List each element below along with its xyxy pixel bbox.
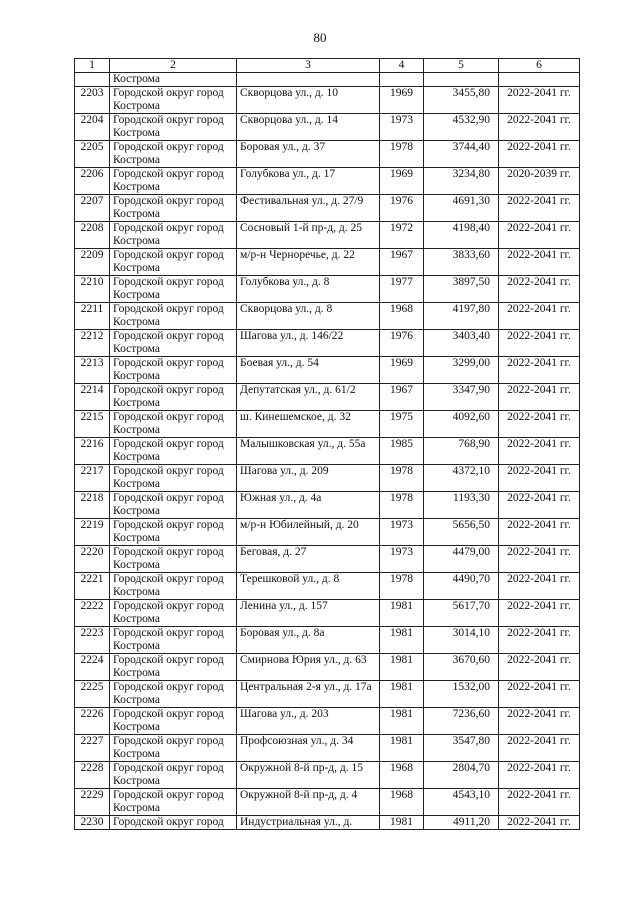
cell-area: 768,90 (424, 438, 499, 465)
cell-address: Боровая ул., д. 8а (237, 627, 380, 654)
cell-period: 2022-2041 гг. (499, 222, 580, 249)
district-line: Городской округ город (113, 465, 224, 477)
cell-district (110, 114, 237, 141)
cell-address: Скворцова ул., д. 8 (237, 303, 380, 330)
cell-area (424, 73, 499, 87)
table-row (75, 681, 580, 708)
page-number: 80 (313, 30, 327, 45)
district-line: Кострома (113, 370, 160, 382)
cell-number: 2206 (75, 168, 110, 195)
district-line: Кострома (113, 262, 160, 274)
cell-year: 1973 (380, 519, 424, 546)
cell-address: Профсоюзная ул., д. 34 (237, 735, 380, 762)
cell-year: 1972 (380, 222, 424, 249)
cell-area: 3299,00 (424, 357, 499, 384)
cell-period: 2022-2041 гг. (499, 492, 580, 519)
district-line: Кострома (113, 613, 160, 625)
cell-year: 1978 (380, 465, 424, 492)
cell-period: 2022-2041 гг. (499, 465, 580, 492)
table-row (75, 600, 580, 627)
cell-number: 2207 (75, 195, 110, 222)
district-line: Кострома (113, 451, 160, 463)
district-line: Городской округ город (113, 573, 224, 585)
cell-number: 2225 (75, 681, 110, 708)
cell-area: 4691,30 (424, 195, 499, 222)
cell-number: 2214 (75, 384, 110, 411)
header-row (75, 59, 580, 73)
cell-address: Окружной 8-й пр-д, д. 4 (237, 789, 380, 816)
cell-period: 2022-2041 гг. (499, 249, 580, 276)
table-row (75, 168, 580, 195)
table-row (75, 276, 580, 303)
cell-address: Смирнова Юрия ул., д. 63 (237, 654, 380, 681)
column-header: 2 (110, 59, 237, 73)
cell-period: 2022-2041 гг. (499, 276, 580, 303)
table-row (75, 573, 580, 600)
district-line: Кострома (113, 721, 160, 733)
cell-number: 2215 (75, 411, 110, 438)
cell-year: 1978 (380, 492, 424, 519)
cell-district (110, 195, 237, 222)
cell-address: Терешковой ул., д. 8 (237, 573, 380, 600)
cell-address: Фестивальная ул., д. 27/9 (237, 195, 380, 222)
cell-period: 2022-2041 гг. (499, 519, 580, 546)
cell-address: Шагова ул., д. 209 (237, 465, 380, 492)
cell-number: 2228 (75, 762, 110, 789)
table-row (75, 546, 580, 573)
cell-area: 4479,00 (424, 546, 499, 573)
cell-district (110, 762, 237, 789)
cell-number: 2217 (75, 465, 110, 492)
table-row (75, 195, 580, 222)
cell-area: 3234,80 (424, 168, 499, 195)
cell-area: 1193,30 (424, 492, 499, 519)
cell-number: 2210 (75, 276, 110, 303)
cell-area: 4532,90 (424, 114, 499, 141)
district-line: Городской округ город (113, 411, 224, 423)
cell-district (110, 789, 237, 816)
cell-period: 2022-2041 гг. (499, 411, 580, 438)
table-row (75, 384, 580, 411)
cell-area: 4543,10 (424, 789, 499, 816)
cell-address: Шагова ул., д. 146/22 (237, 330, 380, 357)
cell-period: 2022-2041 гг. (499, 141, 580, 168)
district-line: Кострома (113, 559, 160, 571)
cell-number (75, 73, 110, 87)
cell-number: 2230 (75, 816, 110, 830)
cell-number: 2226 (75, 708, 110, 735)
cell-district (110, 249, 237, 276)
cell-address: Индустриальная ул., д. (237, 816, 380, 830)
cell-area: 7236,60 (424, 708, 499, 735)
table-row (75, 816, 580, 830)
district-line: Кострома (113, 424, 160, 436)
cell-period: 2022-2041 гг. (499, 438, 580, 465)
district-line: Городской округ город (113, 276, 224, 288)
table-row (75, 438, 580, 465)
district-line: Городской округ город (113, 222, 224, 234)
district-line: Городской округ город (113, 141, 224, 153)
district-line: Городской округ город (113, 519, 224, 531)
table-row (75, 519, 580, 546)
cell-year: 1968 (380, 789, 424, 816)
district-line: Кострома (113, 154, 160, 166)
cell-period: 2022-2041 гг. (499, 87, 580, 114)
cell-year: 1978 (380, 573, 424, 600)
cell-district (110, 708, 237, 735)
cell-year: 1969 (380, 357, 424, 384)
cell-year: 1981 (380, 654, 424, 681)
cell-year: 1981 (380, 600, 424, 627)
cell-number: 2222 (75, 600, 110, 627)
cell-number: 2204 (75, 114, 110, 141)
cell-area: 3547,80 (424, 735, 499, 762)
cell-district (110, 168, 237, 195)
district-line: Городской округ город (113, 546, 224, 558)
district-line: Кострома (113, 532, 160, 544)
district-line: Городской округ город (113, 384, 224, 396)
cell-year: 1981 (380, 708, 424, 735)
cell-area: 3833,60 (424, 249, 499, 276)
cell-area: 3014,10 (424, 627, 499, 654)
district-line: Городской округ город (113, 492, 224, 504)
cell-year: 1968 (380, 762, 424, 789)
cell-number: 2227 (75, 735, 110, 762)
table-row (75, 411, 580, 438)
housing-register-table (74, 58, 580, 830)
table-row (75, 762, 580, 789)
cell-area: 4197,80 (424, 303, 499, 330)
cell-year: 1981 (380, 816, 424, 830)
district-line: Городской округ город (113, 438, 224, 450)
cell-district (110, 276, 237, 303)
cell-period: 2022-2041 гг. (499, 762, 580, 789)
cell-area: 2804,70 (424, 762, 499, 789)
table-row (75, 627, 580, 654)
cell-address: ш. Кинешемское, д. 32 (237, 411, 380, 438)
cell-period: 2022-2041 гг. (499, 681, 580, 708)
cell-number: 2205 (75, 141, 110, 168)
cell-address: м/р-н Черноречье, д. 22 (237, 249, 380, 276)
cell-address: Боевая ул., д. 54 (237, 357, 380, 384)
cell-number: 2220 (75, 546, 110, 573)
cell-area: 5656,50 (424, 519, 499, 546)
cell-period: 2022-2041 гг. (499, 330, 580, 357)
district-line: Городской округ город (113, 330, 224, 342)
district-line: Кострома (113, 505, 160, 517)
district-line: Городской округ город (113, 249, 224, 261)
cell-address (237, 73, 380, 87)
cell-address: Сосновый 1-й пр-д, д. 25 (237, 222, 380, 249)
cell-area: 5617,70 (424, 600, 499, 627)
cell-address: Центральная 2-я ул., д. 17а (237, 681, 380, 708)
district-line: Кострома (113, 397, 160, 409)
cell-district (110, 627, 237, 654)
cell-number: 2208 (75, 222, 110, 249)
cell-address: Малышковская ул., д. 55а (237, 438, 380, 465)
cell-year (380, 73, 424, 87)
district-line: Кострома (113, 289, 160, 301)
district-line: Кострома (113, 316, 160, 328)
cell-area: 4372,10 (424, 465, 499, 492)
district-line: Кострома (113, 208, 160, 220)
cell-district (110, 735, 237, 762)
cell-number: 2224 (75, 654, 110, 681)
cell-area: 3403,40 (424, 330, 499, 357)
cell-number: 2216 (75, 438, 110, 465)
cell-period: 2022-2041 гг. (499, 627, 580, 654)
cell-area: 3744,40 (424, 141, 499, 168)
district-line: Кострома (113, 100, 160, 112)
table-row (75, 789, 580, 816)
cell-period: 2022-2041 гг. (499, 357, 580, 384)
cell-district (110, 411, 237, 438)
continued-row (75, 73, 580, 87)
cell-area: 4092,60 (424, 411, 499, 438)
cell-district (110, 384, 237, 411)
district-line: Городской округ город (113, 114, 224, 126)
table-row (75, 708, 580, 735)
cell-address: Боровая ул., д. 37 (237, 141, 380, 168)
district-line: Кострома (113, 748, 160, 760)
column-header: 4 (380, 59, 424, 73)
district-line: Городской округ город (113, 708, 224, 720)
table-row (75, 330, 580, 357)
cell-district (110, 330, 237, 357)
cell-address: Скворцова ул., д. 14 (237, 114, 380, 141)
column-header: 5 (424, 59, 499, 73)
cell-address: Беговая, д. 27 (237, 546, 380, 573)
cell-district (110, 87, 237, 114)
district-line: Городской округ город (113, 195, 224, 207)
cell-area: 1532,00 (424, 681, 499, 708)
cell-year: 1976 (380, 195, 424, 222)
cell-year: 1969 (380, 87, 424, 114)
cell-area: 3897,50 (424, 276, 499, 303)
table-row (75, 222, 580, 249)
cell-number: 2218 (75, 492, 110, 519)
district-line: Кострома (113, 694, 160, 706)
cell-period: 2022-2041 гг. (499, 303, 580, 330)
cell-address: м/р-н Юбилейный, д. 20 (237, 519, 380, 546)
cell-year: 1975 (380, 411, 424, 438)
cell-district (110, 816, 237, 830)
cell-district (110, 681, 237, 708)
cell-period: 2022-2041 гг. (499, 600, 580, 627)
cell-area: 3670,60 (424, 654, 499, 681)
cell-year: 1981 (380, 681, 424, 708)
table-row (75, 114, 580, 141)
column-header: 1 (75, 59, 110, 73)
cell-number: 2213 (75, 357, 110, 384)
cell-area: 4490,70 (424, 573, 499, 600)
cell-period: 2020-2039 гг. (499, 168, 580, 195)
district-line: Кострома (113, 640, 160, 652)
cell-period: 2022-2041 гг. (499, 114, 580, 141)
table-row (75, 249, 580, 276)
table-body (75, 59, 580, 830)
cell-period: 2022-2041 гг. (499, 789, 580, 816)
table-row (75, 357, 580, 384)
table-row (75, 303, 580, 330)
cell-year: 1978 (380, 141, 424, 168)
table-row (75, 735, 580, 762)
cell-period: 2022-2041 гг. (499, 654, 580, 681)
cell-number: 2221 (75, 573, 110, 600)
cell-area: 3455,80 (424, 87, 499, 114)
cell-year: 1977 (380, 276, 424, 303)
cell-number: 2211 (75, 303, 110, 330)
cell-period: 2022-2041 гг. (499, 195, 580, 222)
cell-number: 2212 (75, 330, 110, 357)
cell-address: Шагова ул., д. 203 (237, 708, 380, 735)
district-line: Городской округ город (113, 735, 224, 747)
cell-year: 1981 (380, 627, 424, 654)
cell-year: 1973 (380, 114, 424, 141)
cell-area: 3347,90 (424, 384, 499, 411)
cell-district (110, 357, 237, 384)
district-line: Кострома (113, 343, 160, 355)
district-line: Городской округ город (113, 600, 224, 612)
cell-district (110, 600, 237, 627)
table-row (75, 87, 580, 114)
district-line: Кострома (113, 775, 160, 787)
cell-district: Кострома (110, 73, 237, 87)
cell-number: 2209 (75, 249, 110, 276)
cell-year: 1967 (380, 384, 424, 411)
cell-number: 2203 (75, 87, 110, 114)
cell-district (110, 438, 237, 465)
cell-period: 2022-2041 гг. (499, 708, 580, 735)
cell-address: Голубкова ул., д. 17 (237, 168, 380, 195)
district-line: Городской округ город (113, 627, 224, 639)
cell-address: Ленина ул., д. 157 (237, 600, 380, 627)
table-row (75, 492, 580, 519)
cell-period: 2022-2041 гг. (499, 735, 580, 762)
district-line: Городской округ город (113, 789, 224, 801)
district-line: Кострома (113, 478, 160, 490)
cell-year: 1985 (380, 438, 424, 465)
cell-area: 4198,40 (424, 222, 499, 249)
cell-district (110, 654, 237, 681)
cell-year: 1981 (380, 735, 424, 762)
cell-address: Южная ул., д. 4а (237, 492, 380, 519)
cell-address: Скворцова ул., д. 10 (237, 87, 380, 114)
cell-period: 2022-2041 гг. (499, 384, 580, 411)
cell-number: 2219 (75, 519, 110, 546)
cell-period: 2022-2041 гг. (499, 546, 580, 573)
district-line: Кострома (113, 667, 160, 679)
column-header: 6 (499, 59, 580, 73)
district-line: Городской округ город (113, 762, 224, 774)
table-row (75, 141, 580, 168)
cell-period: 2022-2041 гг. (499, 573, 580, 600)
cell-district (110, 222, 237, 249)
cell-period (499, 73, 580, 87)
table-row (75, 654, 580, 681)
district-line: Городской округ город (113, 681, 224, 693)
cell-year: 1967 (380, 249, 424, 276)
cell-address: Окружной 8-й пр-д, д. 15 (237, 762, 380, 789)
cell-district (110, 519, 237, 546)
cell-year: 1973 (380, 546, 424, 573)
district-line: Кострома (113, 802, 160, 814)
cell-address: Депутатская ул., д. 61/2 (237, 384, 380, 411)
cell-number: 2229 (75, 789, 110, 816)
district-line: Городской округ город (113, 357, 224, 369)
district-line: Городской округ город (113, 168, 224, 180)
cell-period: 2022-2041 гг. (499, 816, 580, 830)
district-line: Кострома (113, 235, 160, 247)
district-line: Городской округ город (113, 303, 224, 315)
cell-year: 1968 (380, 303, 424, 330)
cell-area: 4911,20 (424, 816, 499, 830)
cell-district (110, 303, 237, 330)
cell-year: 1969 (380, 168, 424, 195)
cell-year: 1976 (380, 330, 424, 357)
district-line: Кострома (113, 181, 160, 193)
district-line: Кострома (113, 127, 160, 139)
column-header: 3 (237, 59, 380, 73)
district-line: Городской округ город (113, 816, 224, 828)
cell-district (110, 465, 237, 492)
district-line: Городской округ город (113, 87, 224, 99)
cell-district (110, 546, 237, 573)
district-line: Городской округ город (113, 654, 224, 666)
cell-district (110, 141, 237, 168)
cell-address: Голубкова ул., д. 8 (237, 276, 380, 303)
district-line: Кострома (113, 586, 160, 598)
cell-district (110, 573, 237, 600)
cell-district (110, 492, 237, 519)
table-row (75, 465, 580, 492)
cell-number: 2223 (75, 627, 110, 654)
